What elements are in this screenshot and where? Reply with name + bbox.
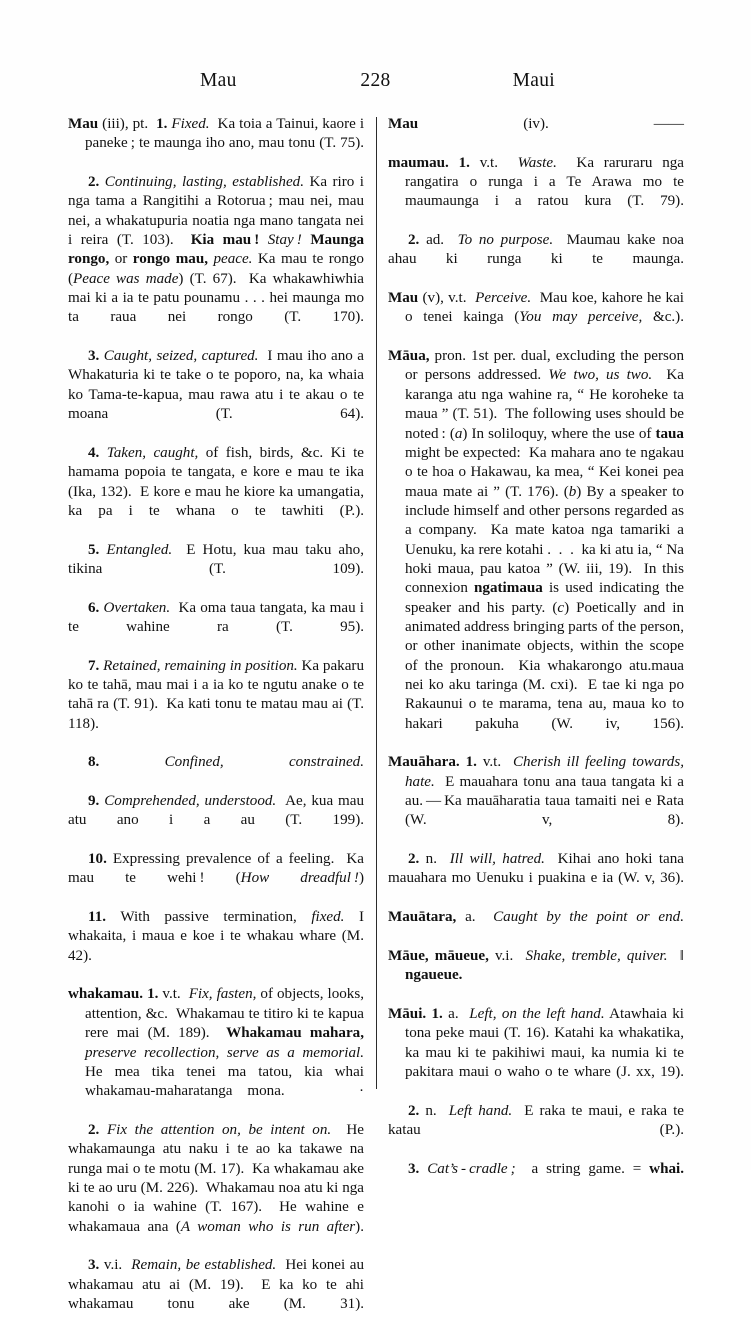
dictionary-entry: Mauāhara. 1. v.t. Cherish ill feeling towards, hate. E mauahara tonu ana taua tangata ki a au. — Ka mauāharatia taua tamaiti nei e Rata (W. v, 8).: [388, 754, 684, 829]
dictionary-sense: 6. Overtaken. Ka oma taua tangata, ka mau i te wahine ra (T. 95).: [68, 599, 364, 635]
dictionary-sense: 4. Taken, caught, of fish, birds, &c. Ki te hamama popoia te tangata, e kore e mau te ika (Ika, 132). E kore e mau he kiore ka umangatia, ka pa i te whana o te tawhiti (P.).: [68, 444, 364, 519]
column-right: [388, 115, 684, 1198]
dictionary-sense: 2. Fix the attention on, be intent on. He whakamaunga atu naku i te ao ka takawe na runga mai o te motu (M. 17). Ka whakamau ake ki te ao uru (M. 226). Whakamau noa atu ki nga kanohi o ia wahine (T. 167). He wahine e whakamaua ana (A woman who is run after).: [68, 1121, 364, 1235]
dictionary-entry: Mau (v), v.t. Perceive. Mau koe, kahore he kai o tenei kainga (You may perceive, &c.).: [388, 290, 684, 326]
dictionary-sense: 3. Cat’s - cradle ; a string game. = whai.: [408, 1160, 684, 1177]
running-head-left: Mau: [200, 70, 237, 91]
dictionary-entry: Māua, pron. 1st per. dual, excluding the person or persons addressed. We two, us two. Ka karanga atu nga wahine ra, “ He koroheke ta maua ” (T. 51). The following uses should be noted : (a) In soliloquy, where the use of taua might be expected: Ka mahara ano te ngakau o te hoa o Hakawau, ka mea, “ Kei konei pea maua mate ai ” (T. 176). (b) By a speaker to include himself and other persons regarded as a company. Ka mate katoa nga tamariki a Uenuku, ka rere kotahi . . . ka ki atu ia, “ Na hoki maua, pau katoa ” (W. iii, 19). In this connexion ngatimaua is used indicating the speaker and his party. (c) Poetically and in animated address bringing parts of the person, or other inanimate objects, within the scope of the pronoun. Kia whakarongo atu.maua nei ko aku taringa (M. cxi). E tae ki nga po Rakaunui o te marama, tena au, maua ko to hakari pakuha (W. iv, 156).: [388, 348, 684, 732]
column-left: [68, 115, 364, 1334]
dictionary-sense: 9. Comprehended, understood. Ae, kua mau atu ano i a au (T. 199).: [68, 793, 364, 829]
dictionary-entry: Mau (iii), pt. 1. Fixed. Ka toia a Tainui, kaore i paneke ; te maunga iho ano, mau tonu (T. 75).: [68, 116, 365, 152]
page-number: 228: [360, 70, 391, 91]
dictionary-sense: 11. With passive termination, fixed. I whakaita, i maua e koe i te whakau whare (M. 42).: [68, 909, 364, 964]
dictionary-sense: 2. n. Ill will, hatred. Kihai ano hoki tana mauahara mo Uenuku i puakina e ia (W. v, 36).: [388, 851, 684, 887]
dictionary-entry: Mau (iv). ——: [388, 116, 684, 132]
dictionary-sense: 5. Entangled. E Hotu, kua mau taku aho, tikina (T. 109).: [68, 541, 364, 577]
dictionary-entry: Māue, māueue, v.i. Shake, tremble, quiver. ‖ ngaueue.: [388, 947, 684, 984]
column-divider-rule: [376, 117, 377, 1089]
running-head: [68, 70, 683, 96]
dictionary-entry: Mauātara, a. Caught by the point or end.: [388, 909, 684, 926]
dictionary-entry: whakamau. 1. v.t. Fix, fasten, of objects, looks, attention, &c. Whakamau te titiro ki te kapua rere mai (M. 189). Whakamau mahara, preserve recollection, serve as a memorial. He mea tika tenei ma tatou, kia whai whakamau-maharatanga mona. ·: [68, 986, 364, 1100]
dictionary-entry: Māui. 1. a. Left, on the left hand. Atawhaia ki tona peke maui (T. 16). Katahi ka whakatika, ka mau ki te pakihiwi maui, ka numia ki te pakitara maui o waho o te whare (J. xx, 19).: [388, 1005, 685, 1080]
dictionary-entry: maumau. 1. v.t. Waste. Ka raruraru nga rangatira o runga i a Te Arawa mo te maumaunga i a ratou kura (T. 79).: [388, 154, 684, 210]
running-head-right: Maui: [512, 70, 555, 91]
dictionary-sense: 8. Confined, constrained.: [88, 754, 364, 771]
dictionary-sense: 10. Expressing prevalence of a feeling. Ka mau te wehi ! (How dreadful !): [68, 851, 364, 887]
dictionary-sense: 3. v.i. Remain, be established. Hei konei au whakamau atu ai (M. 19). E ka ko te ahi whakamau tonu ake (M. 31).: [68, 1257, 364, 1312]
dictionary-sense: 7. Retained, remaining in position. Ka pakaru ko te tahā, mau mai i a ia ko te ngutu anake o te tahā ra (T. 91). Ka kati tonu te matau mau ai (T. 118).: [68, 657, 364, 732]
dictionary-sense: 2. ad. To no purpose. Maumau kake noa ahau ki runga ki te maunga.: [388, 232, 684, 268]
dictionary-sense: 3. Caught, seized, captured. I mau iho ano a Whakaturia ki te take o te poporo, na, ka whaia ko Tama-te-kapua, mau rawa atu i te akau o te moana (T. 64).: [68, 348, 365, 423]
dictionary-sense: 2. Continuing, lasting, established. Ka riro i nga tama a Rangitihi a Rotorua ; mau nei, mau nei, a whakatupuria noatia nga mano tangata nei i reira (T. 103). Kia mau ! Stay ! Maunga rongo, or rongo mau, peace. Ka mau te rongo (Peace was made) (T. 67). Ka whakawhiwhia mai ki a ia te patu pounamu . . . hei maunga mo ta raua nei rongo (T. 170).: [68, 174, 364, 326]
dictionary-sense: 2. n. Left hand. E raka te maui, e raka te katau (P.).: [388, 1102, 685, 1138]
